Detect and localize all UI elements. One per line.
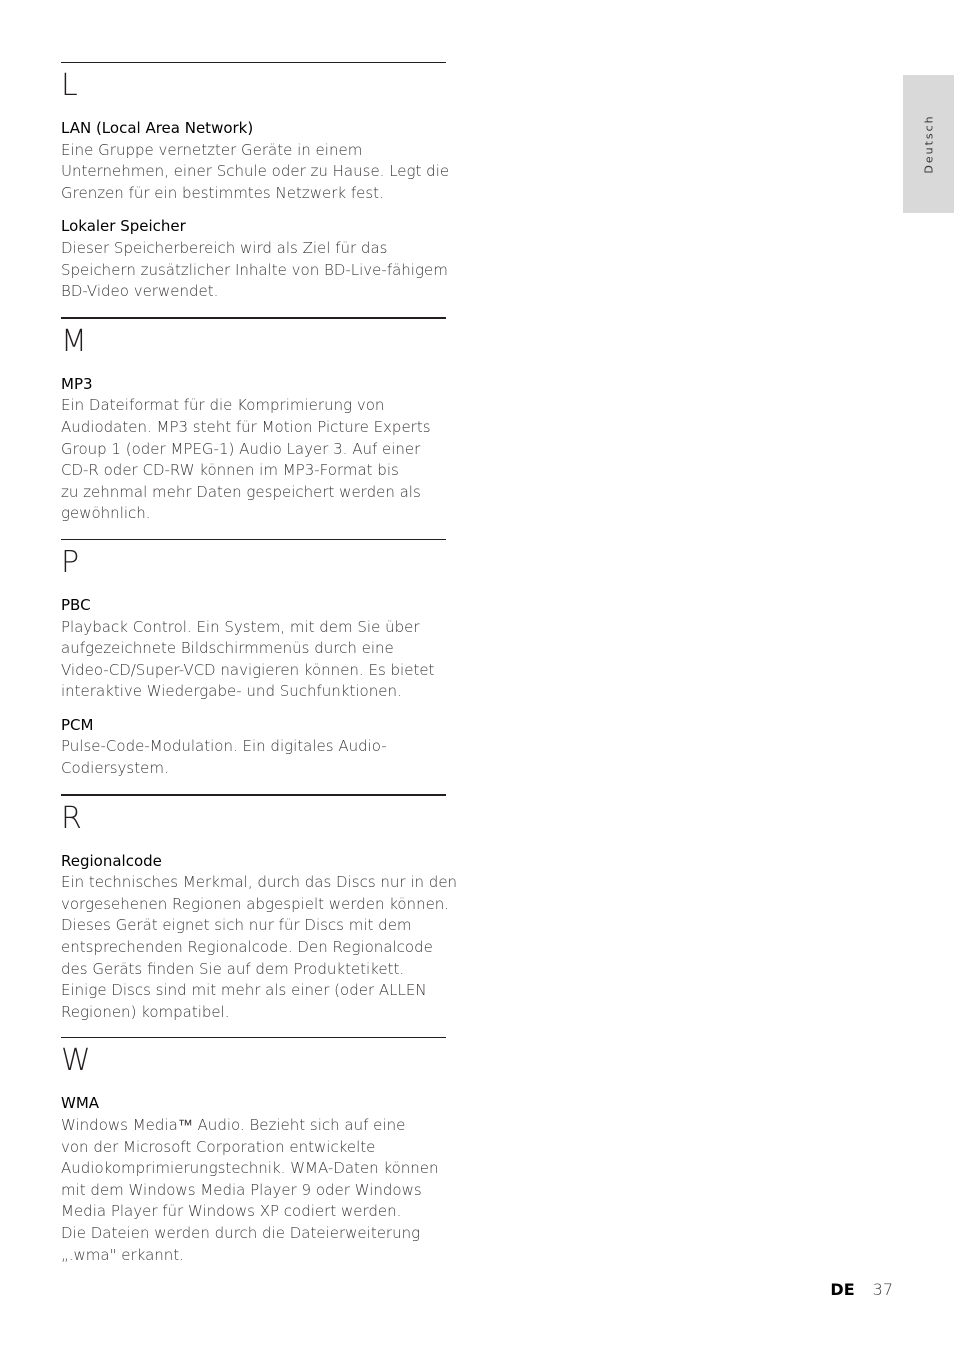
glossary-entry-lan	[61, 118, 450, 204]
definition-line: vorgesehenen Regionen abgespielt werden können.	[61, 894, 450, 913]
section-letter: P	[61, 544, 80, 580]
glossary-definition	[61, 238, 446, 303]
glossary-entry-pcm	[61, 715, 446, 780]
glossary-entry-mp3	[61, 374, 446, 525]
definition-line: Media Player für Windows XP codiert werden.	[61, 1202, 402, 1221]
definition-line: von der Microsoft Corporation entwickelte	[61, 1137, 376, 1156]
glossary-definition	[61, 872, 458, 1023]
definition-line: aufgezeichnete Bildschirmmenüs durch eine	[61, 639, 394, 658]
glossary-definition	[61, 395, 446, 525]
definition-line: Ein Dateiformat für die Komprimierung von	[61, 396, 385, 415]
definition-line: Playback Control. Ein System, mit dem Sie über	[61, 617, 420, 636]
definition-line: Pulse-Code-Modulation. Ein digitales Audio-	[61, 737, 387, 756]
section-letter: R	[61, 800, 82, 836]
definition-line: Unternehmen, einer Schule oder zu Hause. Legt die	[61, 162, 450, 181]
glossary-term: LAN (Local Area Network)	[61, 119, 254, 137]
glossary-term: PBC	[61, 595, 91, 614]
definition-line: Speichern zusätzlicher Inhalte von BD-Live-fähigem	[61, 260, 448, 279]
glossary-term: MP3	[61, 374, 93, 393]
page-number: 37	[872, 1280, 893, 1299]
glossary-term: PCM	[61, 715, 94, 734]
glossary-definition	[61, 140, 450, 205]
definition-line: Einige Discs sind mit mehr als einer (oder ALLEN	[61, 981, 427, 1000]
section-r	[61, 794, 458, 1024]
glossary-term: Lokaler Speicher	[61, 217, 186, 236]
definition-line: Dieser Speicherbereich wird als Ziel für das	[61, 238, 388, 257]
glossary-entry-lokaler-speicher	[61, 216, 446, 302]
page-footer	[830, 1278, 893, 1302]
side-tab-label: Deutsch	[922, 114, 935, 174]
definition-line: Regionen) kompatibel.	[61, 1002, 230, 1021]
definition-line: Video-CD/Super-VCD navigieren können. Es bietet	[61, 660, 435, 679]
section-letter: W	[61, 1043, 91, 1079]
definition-line: Windows Media™ Audio. Bezieht sich auf eine	[61, 1116, 406, 1134]
section-p	[61, 539, 446, 780]
definition-line: Die Dateien werden durch die Dateierweiterung	[61, 1223, 421, 1242]
definition-line: BD-Video verwendet.	[61, 282, 219, 301]
section-letter: M	[61, 323, 87, 359]
glossary-column	[61, 62, 458, 1280]
definition-line: gewöhnlich.	[61, 504, 151, 523]
glossary-definition	[61, 617, 446, 703]
definition-line: Ein technisches Merkmal, durch das Discs nur in den	[61, 873, 458, 892]
section-w	[61, 1037, 446, 1266]
definition-line: Audiokomprimierungstechnik. WMA-Daten können	[61, 1159, 439, 1178]
definition-line: zu zehnmal mehr Daten gespeichert werden als	[61, 482, 421, 501]
definition-line: Dieses Gerät eignet sich nur für Discs mit dem	[61, 916, 412, 935]
glossary-definition	[61, 736, 446, 779]
definition-line: Audiodaten. MP3 steht für Motion Picture Experts	[61, 417, 431, 436]
glossary-entry-regionalcode	[61, 851, 458, 1024]
definition-line: Codiersystem.	[61, 759, 169, 778]
footer-language-code: DE	[830, 1280, 855, 1299]
section-l	[61, 62, 450, 303]
definition-line: des Geräts finden Sie auf dem Produktetikett.	[61, 959, 405, 978]
language-side-tab	[903, 75, 954, 213]
definition-line: „.wma" erkannt.	[61, 1245, 184, 1264]
glossary-entry-wma	[61, 1093, 446, 1266]
definition-line: mit dem Windows Media Player 9 oder Windows	[61, 1180, 422, 1199]
section-letter: L	[61, 68, 78, 103]
glossary-entry-pbc	[61, 595, 446, 703]
definition-line: entsprechenden Regionalcode. Den Regionalcode	[61, 938, 433, 957]
definition-line: Group 1 (oder MPEG-1) Audio Layer 3. Auf einer	[61, 439, 421, 458]
definition-line: CD-R oder CD-RW können im MP3-Format bis	[61, 461, 399, 480]
section-m	[61, 317, 446, 525]
glossary-definition	[61, 1115, 446, 1266]
definition-line: Grenzen für ein bestimmtes Netzwerk fest.	[61, 183, 384, 202]
definition-line: interaktive Wiedergabe- und Suchfunktionen.	[61, 682, 402, 701]
definition-line: Eine Gruppe vernetzter Geräte in einem	[61, 140, 363, 159]
glossary-term: Regionalcode	[61, 851, 162, 870]
glossary-term: WMA	[61, 1094, 100, 1113]
